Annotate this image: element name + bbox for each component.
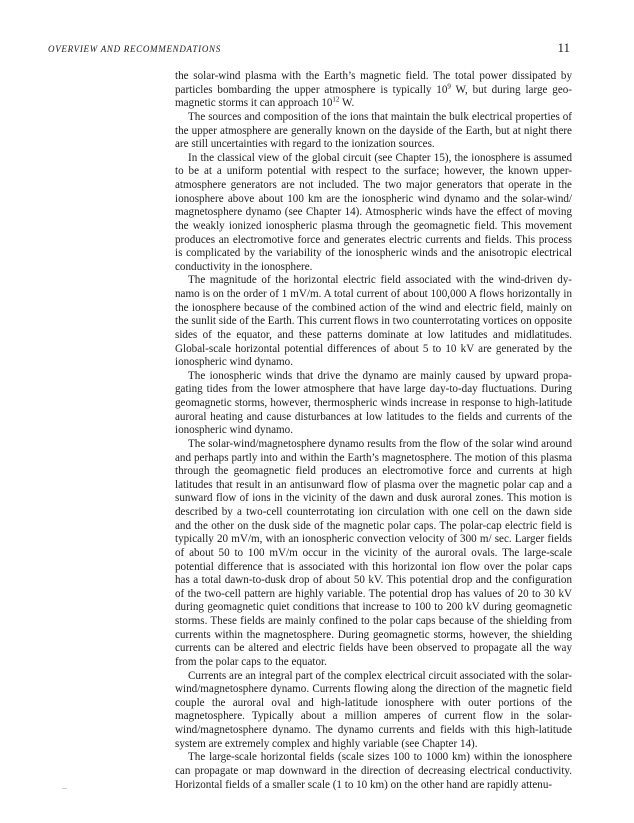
text-run: W, but during large geomagnetic storms it can approach 10 <box>175 83 572 110</box>
paragraph <box>175 438 572 670</box>
superscript: 12 <box>332 95 340 104</box>
scan-mark <box>62 788 67 789</box>
text-run: W. <box>339 97 355 110</box>
running-head-title: OVERVIEW AND RECOMMENDATIONS <box>48 44 221 54</box>
text-run: The ionospheric winds that drive the dynamo are mainly caused by upward propagating tides from the lower atmosphere that have large day-to-day fluctuations. During geomagnetic storms, however, thermospheric winds increase in response to high-latitude auroral heating and cause disturbances at low latitudes to the fields and currents of the ionospheric wind dynamo. <box>175 369 572 437</box>
paragraph <box>175 152 572 275</box>
running-head <box>48 40 570 56</box>
text-run: The solar-wind/magnetosphere dynamo results from the flow of the solar wind around and perhaps partly into and within the Earth’s magnetosphere. The motion of this plasma through the geomagnetic field produces an electromotive force and currents at high latitudes that result in an antisunward flow of plasma over the magnetic polar cap and a sunward flow of ions in the vicinity of the dawn and dusk auroral zones. This motion is described by a two-cell counterrotating ion circulation with one cell on the dawn side and the other on the dusk side of the magnetic polar caps. The polar-cap electric field is typically 20 mV/m, with an ionospheric convection velocity of 300 m/ sec. Larger fields of about 50 to 100 mV/m occur in the vicinity of the auroral ovals. The large-scale potential difference that is associated with this horizontal ion flow over the polar caps has a total dawn-to-dusk drop of about 50 kV. This potential drop and the configuration of the two-cell pattern are highly variable. The potential drop has values of 20 to 30 kV during geomagnetic quiet conditions that increase to 100 to 200 kV during geomagnetic storms. These fields are mainly confined to the polar caps because of the shielding from currents within the magnetosphere. During geomagnetic storms, however, the shielding currents can be altered and electric fields have been observed to propagate all the way from the polar caps to the equator. <box>175 437 572 668</box>
paragraph <box>175 70 572 111</box>
text-run: In the classical view of the global circuit (see Chapter 15), the ionosphere is assumed to be at a uniform potential with respect to the surface; however, the known upper-atmosphere generators are not included. The two major generators that operate in the ionosphere above about 100 km are the ionospheric wind dynamo and the solar-wind/ magnetosphere dynamo (see Chapter 14). Atmospheric winds have the effect of moving the weakly ionized ionospheric plasma through the geomagnetic field. This movement produces an electromotive force and generates electric currents and fields. This process is complicated by the variability of the ionospheric winds and the anisotropic electrical conductivity in the ionosphere. <box>175 151 572 273</box>
paragraph <box>175 274 572 369</box>
paragraph <box>175 751 572 792</box>
paragraph <box>175 111 572 152</box>
body-text <box>175 70 572 792</box>
text-run: the solar-wind plasma with the Earth’s magnetic field. The total power dissipated by particles bombarding the upper atmosphere is typically 10 <box>175 70 572 96</box>
text-run: The magnitude of the horizontal electric field associated with the wind-driven dynamo is on the order of 1 mV/m. A total current of about 100,000 A flows horizontally in the ionosphere because of the combined action of the wind and electric field, mainly on the sunlit side of the Earth. This current flows in two counterrotating vortices on opposite sides of the equator, and these patterns dominate at low latitudes and midlatitudes. Global-scale horizontal potential differences of about 5 to 10 kV are generated by the ionospheric wind dynamo. <box>175 274 572 369</box>
paragraph <box>175 370 572 438</box>
paragraph <box>175 670 572 752</box>
text-run: The large-scale horizontal fields (scale sizes 100 to 1000 km) within the ionosphere can propagate or map downward in the direction of decreasing electrical conductivity. Horizontal fields of a smaller scale (1 to 10 km) on the other hand are rapidly attenu- <box>175 751 572 791</box>
text-run: Currents are an integral part of the complex electrical circuit associated with the solar-wind/magnetosphere dynamo. Currents flowing along the direction of the magnetic field couple the auroral oval and high-latitude ionosphere with outer portions of the magnetosphere. Typically about a million amperes of current flow in the solar-wind/magnetosphere dynamo. The dynamo currents and fields with this high-latitude system are extremely complex and highly variable (see Chapter 14). <box>175 669 572 750</box>
text-run: The sources and composition of the ions that maintain the bulk electrical properties of the upper atmosphere are generally known on the dayside of the Earth, but at night there are still uncertainties with regard to the ionization sources. <box>175 110 572 151</box>
page-number: 11 <box>557 40 570 55</box>
superscript: 9 <box>447 81 451 90</box>
